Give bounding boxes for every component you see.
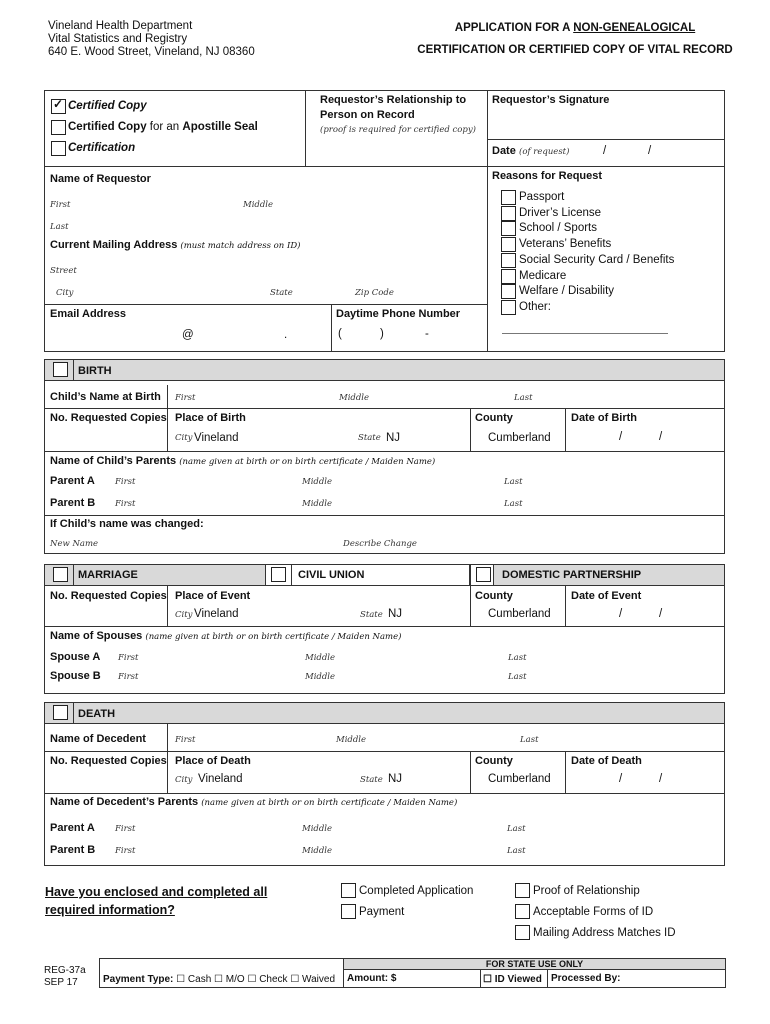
parent-b-label: Parent B [50,844,96,856]
form-title [400,17,750,61]
date-note: (of request) [519,147,570,157]
mailing-address-label: Current Mailing Address (must match address on ID) [50,239,301,251]
id-viewed-label: ☐ ID Viewed [483,974,542,985]
certified-copy-checkbox[interactable] [51,99,66,114]
address-matches-checkbox[interactable] [515,925,530,940]
first-label: First [115,477,136,487]
certification-label: Certification [68,142,136,154]
civil-union-checkbox[interactable] [271,567,286,582]
first-label: First [115,824,136,834]
marriage-title: MARRIAGE [78,569,138,581]
form-date: SEP 17 [44,977,78,988]
relationship-note: (proof is required for certified copy) [320,125,476,135]
first-label: First [175,735,196,745]
date-of-event-label: Date of Event [571,590,642,602]
marriage-checkbox[interactable] [53,567,68,582]
date-sep: / [603,145,607,157]
spouse-a-label: Spouse A [50,651,101,663]
checkmark-icon: ✓ [53,97,64,111]
completed-application-checkbox[interactable] [341,883,356,898]
last-label: Last [508,653,527,663]
spouses-label: Name of Spouses (name given at birth or on birth certificate / Maiden Name) [50,630,402,642]
reason-label: Passport [519,191,565,203]
death-section [44,702,725,866]
death-city-value: Vineland [198,773,243,785]
state-label: State [358,433,381,443]
reasons-label: Reasons for Request [492,170,603,182]
state-label: State [270,288,293,298]
last-label: Last [504,477,523,487]
last-label: Last [508,672,527,682]
date-of-birth-label: Date of Birth [571,412,637,424]
reason-label: Veterans’ Benefits [519,238,612,251]
reason-label: School / Sports [519,222,597,235]
childs-name-label: Child’s Name at Birth [50,391,161,403]
parent-a-label: Parent A [50,475,95,487]
middle-label: Middle [302,499,333,509]
last-label: Last [520,735,539,745]
middle-label: Middle [302,846,333,856]
middle-label: Middle [339,393,370,403]
org-division: Vital Statistics and Registry [48,33,188,45]
birth-county-label: County [475,412,513,424]
marriage-county-label: County [475,590,513,602]
email-label: Email Address [50,308,127,320]
name-changed-label: If Child’s name was changed: [50,518,204,530]
city-label: City [175,610,193,620]
marriage-state-value: NJ [388,608,403,620]
reason-label: Other: [519,300,551,313]
state-label: State [360,775,383,785]
birth-title: BIRTH [78,365,112,377]
date-sep: / [659,773,663,785]
reason-label: Social Security Card / Benefits [519,253,675,266]
title-prefix: APPLICATION FOR A [454,22,574,34]
last-label: Last [514,393,533,403]
middle-label: Middle [302,477,333,487]
reason-label: Medicare [519,269,567,282]
first-label: First [175,393,196,403]
birth-checkbox[interactable] [53,362,68,377]
email-at: @ [182,329,194,341]
zip-label: Zip Code [355,288,394,298]
middle-label: Middle [305,672,336,682]
last-label: Last [504,499,523,509]
phone-dash: - [425,328,429,340]
first-label: First [115,846,136,856]
email-dot: . [284,329,288,341]
civil-union-title: CIVIL UNION [298,569,365,581]
middle-label: Middle [336,735,367,745]
reason-checkbox[interactable] [501,237,516,252]
decedent-label: Name of Decedent [50,733,146,745]
apostille-label: Certified Copy for an Apostille Seal [68,121,258,133]
acceptable-id-checkbox[interactable] [515,904,530,919]
birth-copies-label: No. Requested Copies [50,412,167,424]
state-use-label: FOR STATE USE ONLY [485,959,584,969]
payment-label: Payment [359,906,405,918]
childs-parents-label: Name of Child’s Parents (name given at birth or on birth certificate / Maiden Name) [50,455,436,467]
describe-change-label: Describe Change [343,539,417,549]
middle-label: Middle [302,824,333,834]
birth-state-value: NJ [386,432,401,444]
phone-paren: ) [380,328,384,340]
checklist-question-2: required information? [45,903,175,917]
middle-label: Middle [305,653,336,663]
org-street: 640 E. Wood Street, Vineland, NJ 08360 [48,46,255,58]
date-label: Date [492,145,516,157]
date-sep: / [619,608,623,620]
name-of-requestor-label: Name of Requestor [50,173,151,185]
death-state-value: NJ [388,773,403,785]
signature-label: Requestor’s Signature [492,94,610,106]
payment-type: Payment Type: ☐ Cash ☐ M/O ☐ Check ☐ Waived [103,974,336,985]
phone-label: Daytime Phone Number [336,308,461,320]
place-of-death-label: Place of Death [175,755,251,767]
birth-county-value: Cumberland [488,432,551,444]
first-label: First [118,672,139,682]
first-label: First [115,499,136,509]
phone-paren: ( [338,328,342,340]
city-label: City [175,775,193,785]
org-name: Vineland Health Department [48,20,193,32]
payment-checkbox[interactable] [341,904,356,919]
amount-label: Amount: $ [347,973,397,984]
reason-label: Welfare / Disability [519,285,615,298]
marriage-copies-label: No. Requested Copies [50,590,167,602]
reason-checkbox[interactable] [501,300,516,315]
decedent-parents-label: Name of Decedent’s Parents (name given at birth or on birth certificate / Maiden Name) [50,796,458,808]
reason-checkbox[interactable] [501,221,516,236]
middle-label: Middle [243,200,274,210]
reason-checkbox[interactable] [501,206,516,221]
date-sep: / [659,431,663,443]
parent-a-label: Parent A [50,822,95,834]
acceptable-id-label: Acceptable Forms of ID [533,906,654,918]
title-line2: CERTIFICATION OR CERTIFIED COPY OF VITAL RECORD [417,44,733,56]
relationship-label-2: Person on Record [320,109,415,121]
completed-application-label: Completed Application [359,885,474,897]
death-title: DEATH [78,708,116,720]
parent-b-label: Parent B [50,497,96,509]
certification-checkbox[interactable] [51,141,66,156]
city-label: City [56,288,74,298]
last-label: Last [507,824,526,834]
last-label: Last [50,222,69,232]
place-of-event-label: Place of Event [175,590,251,602]
new-name-label: New Name [50,539,99,549]
reason-checkbox[interactable] [501,190,516,205]
death-county-label: County [475,755,513,767]
last-label: Last [507,846,526,856]
birth-city-value: Vineland [194,432,239,444]
apostille-checkbox[interactable] [51,120,66,135]
city-label: City [175,433,193,443]
certified-copy-label: Certified Copy [68,100,147,112]
marriage-city-value: Vineland [194,608,239,620]
date-sep: / [619,773,623,785]
date-sep: / [619,431,623,443]
proof-relationship-checkbox[interactable] [515,883,530,898]
death-copies-label: No. Requested Copies [50,755,167,767]
title-underlined: NON-GENEALOGICAL [573,22,696,34]
first-label: First [118,653,139,663]
reason-checkbox[interactable] [501,284,516,299]
street-label: Street [50,266,77,276]
proof-relationship-label: Proof of Relationship [533,885,640,897]
reason-label: Driver’s License [519,206,602,219]
date-of-death-label: Date of Death [571,755,642,767]
form-id: REG-37a [44,965,86,976]
date-sep: / [659,608,663,620]
relationship-label: Requestor’s Relationship to [320,94,467,106]
death-checkbox[interactable] [53,705,68,720]
state-label: State [360,610,383,620]
spouse-b-label: Spouse B [50,670,101,682]
first-label: First [50,200,71,210]
address-matches-label: Mailing Address Matches ID [533,927,676,939]
reason-checkbox[interactable] [501,253,516,268]
processed-by-label: Processed By: [551,973,621,984]
death-county-value: Cumberland [488,773,551,785]
reason-checkbox[interactable] [501,269,516,284]
place-of-birth-label: Place of Birth [175,412,246,424]
checklist-question: Have you enclosed and completed all [45,885,268,899]
marriage-county-value: Cumberland [488,608,551,620]
domestic-partnership-checkbox[interactable] [476,567,491,582]
date-sep: / [648,145,652,157]
department-address [48,20,255,59]
domestic-partnership-title: DOMESTIC PARTNERSHIP [502,569,642,581]
